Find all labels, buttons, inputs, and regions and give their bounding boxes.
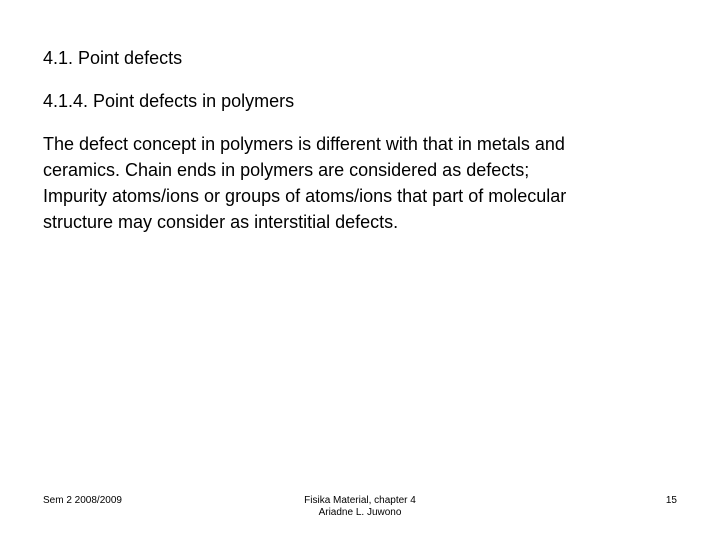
footer-author: Ariadne L. Juwono	[318, 507, 402, 518]
body-line: structure may consider as interstitial defects.	[43, 212, 399, 232]
body-paragraph	[43, 131, 643, 235]
body-line: ceramics. Chain ends in polymers are considered as defects;	[43, 160, 530, 180]
body-line: The defect concept in polymers is different with that in metals and	[43, 134, 565, 154]
subsection-heading: 4.1.4. Point defects in polymers	[43, 91, 295, 111]
footer-course-title: Fisika Material, chapter 4	[304, 495, 416, 506]
body-line: Impurity atoms/ions or groups of atoms/ions that part of molecular	[43, 186, 567, 206]
page-number: 15	[665, 495, 677, 506]
section-heading: 4.1. Point defects	[43, 48, 183, 68]
footer-course	[260, 495, 460, 519]
footer-semester: Sem 2 2008/2009	[43, 495, 122, 506]
